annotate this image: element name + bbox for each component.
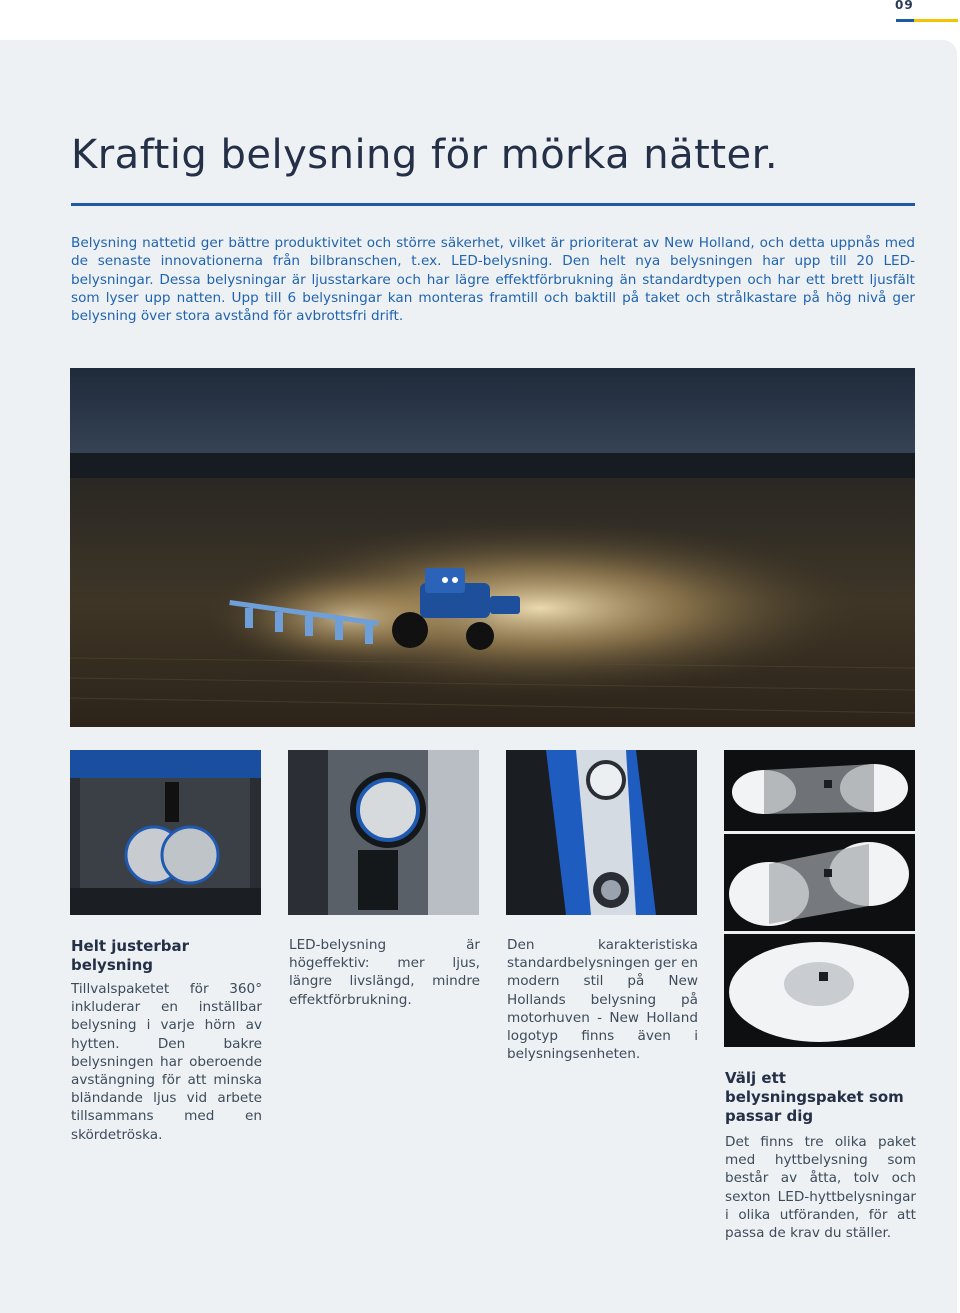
page-title: Kraftig belysning för mörka nätter. bbox=[71, 132, 779, 178]
column-text: Tillvalspaketet för 360° inkluderar en inställbar belysning i varje hörn av hytten. Den bakre belysningen har oberoende avstängning för att minska bländande ljus vid arbete tillsammans med en skördetröska. bbox=[71, 981, 262, 1143]
light-package-12-beam-image bbox=[724, 834, 915, 931]
column-led-efficiency bbox=[289, 936, 480, 1009]
column-adjustable-lighting bbox=[71, 937, 262, 1144]
page-number: 09 bbox=[895, 0, 914, 12]
column-text: Det finns tre olika paket med hyttbelysning som består av åtta, tolv och sexton LED-hyttbelysningar i olika utföranden, för att passa de krav du ställer. bbox=[725, 1134, 916, 1242]
title-rule bbox=[71, 203, 915, 206]
led-work-light-photo bbox=[288, 750, 479, 915]
column-standard-lighting bbox=[507, 936, 698, 1063]
hood-headlight-photo bbox=[506, 750, 697, 915]
column-lighting-packages bbox=[725, 1069, 916, 1242]
column-heading: Helt justerbar belysning bbox=[71, 937, 190, 974]
light-package-8-beam-image bbox=[724, 750, 915, 831]
tractor-night-photo bbox=[70, 368, 915, 727]
light-package-16-beam-image bbox=[724, 934, 915, 1047]
led-corner-lamp-photo bbox=[70, 750, 261, 915]
page-number-bar-blue bbox=[896, 19, 914, 22]
column-text: LED-belysning är högeffektiv: mer ljus, längre livslängd, mindre effektförbrukning. bbox=[289, 937, 480, 1008]
column-text: Den karakteristiska standardbelysningen ger en modern stil på New Hollands belysning på motorhuven - New Holland logotyp finns även i belysningsenheten. bbox=[507, 937, 699, 1063]
column-heading: Välj ett belysningspaket som passar dig bbox=[725, 1069, 904, 1125]
page-number-bar-yellow bbox=[914, 19, 958, 22]
intro-paragraph: Belysning nattetid ger bättre produktivitet och större säkerhet, vilket är prioriterat av New Holland, och detta uppnås med de senaste innovationerna från bilbranschen, t.ex. LED-belysning. Den helt nya belysningen har upp till 20 LED-belysningar. Dessa belysningar är ljusstarkare och har lägre effektförbrukning än standardtypen och har ett brett ljusfält som lyser upp natten. Upp till 6 belysningar kan monteras framtill och baktill på taket och strålkastare på hög nivå ger belysning över stora avstånd för avbrottsfri drift. bbox=[71, 235, 915, 325]
